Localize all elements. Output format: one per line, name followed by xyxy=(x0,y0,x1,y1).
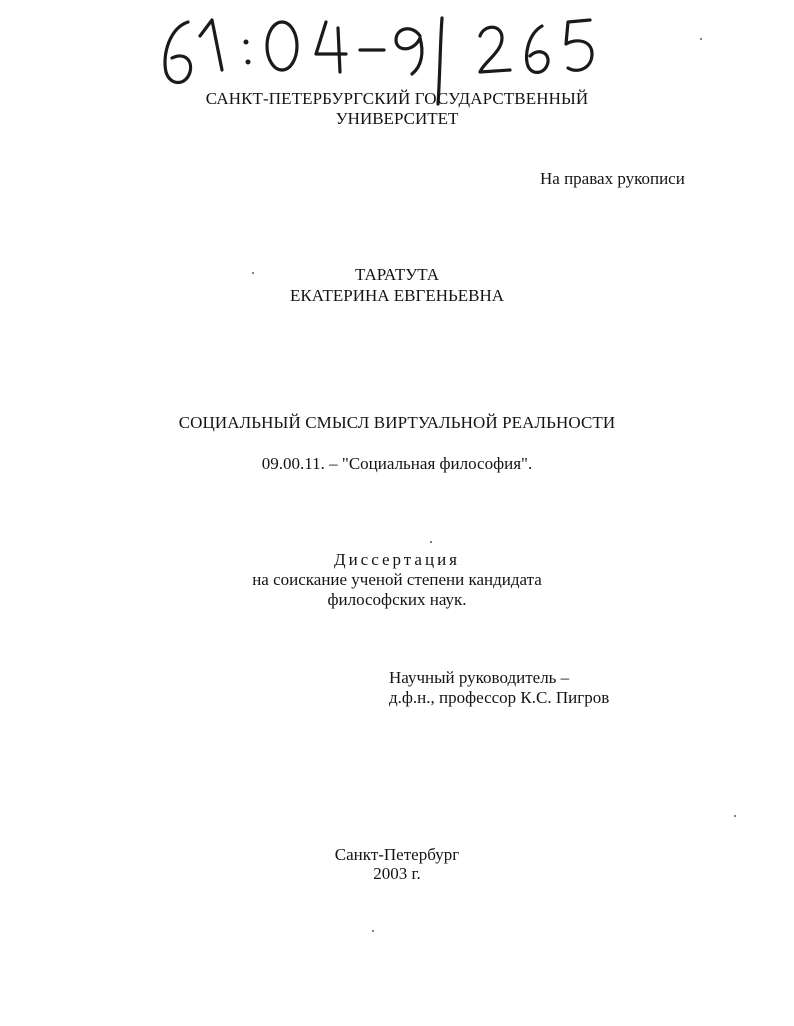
thesis-title: СОЦИАЛЬНЫЙ СМЫСЛ ВИРТУАЛЬНОЙ РЕАЛЬНОСТИ xyxy=(178,413,616,432)
place: Санкт-Петербург xyxy=(334,845,460,864)
scan-speck xyxy=(734,815,736,817)
scan-speck xyxy=(252,272,254,274)
author-given-names: ЕКАТЕРИНА ЕВГЕНЬЕВНА xyxy=(289,286,505,305)
supervisor-label: Научный руководитель – xyxy=(389,668,570,687)
thesis-specialty: 09.00.11. – "Социальная философия". xyxy=(261,454,533,473)
university-name-line1: САНКТ-ПЕТЕРБУРГСКИЙ ГОСУДАРСТВЕННЫЙ xyxy=(205,89,589,108)
scan-speck xyxy=(700,38,702,40)
year: 2003 г. xyxy=(373,864,421,883)
supervisor-name: д.ф.н., профессор К.С. Пигров xyxy=(389,688,610,707)
rights-note: На правах рукописи xyxy=(540,169,685,188)
degree-type: Диссертация xyxy=(333,550,460,569)
scan-speck xyxy=(430,541,432,543)
scan-speck xyxy=(372,930,374,932)
degree-line3: философских наук. xyxy=(327,590,467,609)
author-surname: ТАРАТУТА xyxy=(354,265,440,284)
degree-line2: на соискание ученой степени кандидата xyxy=(252,570,542,589)
university-name-line2: УНИВЕРСИТЕТ xyxy=(335,109,459,128)
